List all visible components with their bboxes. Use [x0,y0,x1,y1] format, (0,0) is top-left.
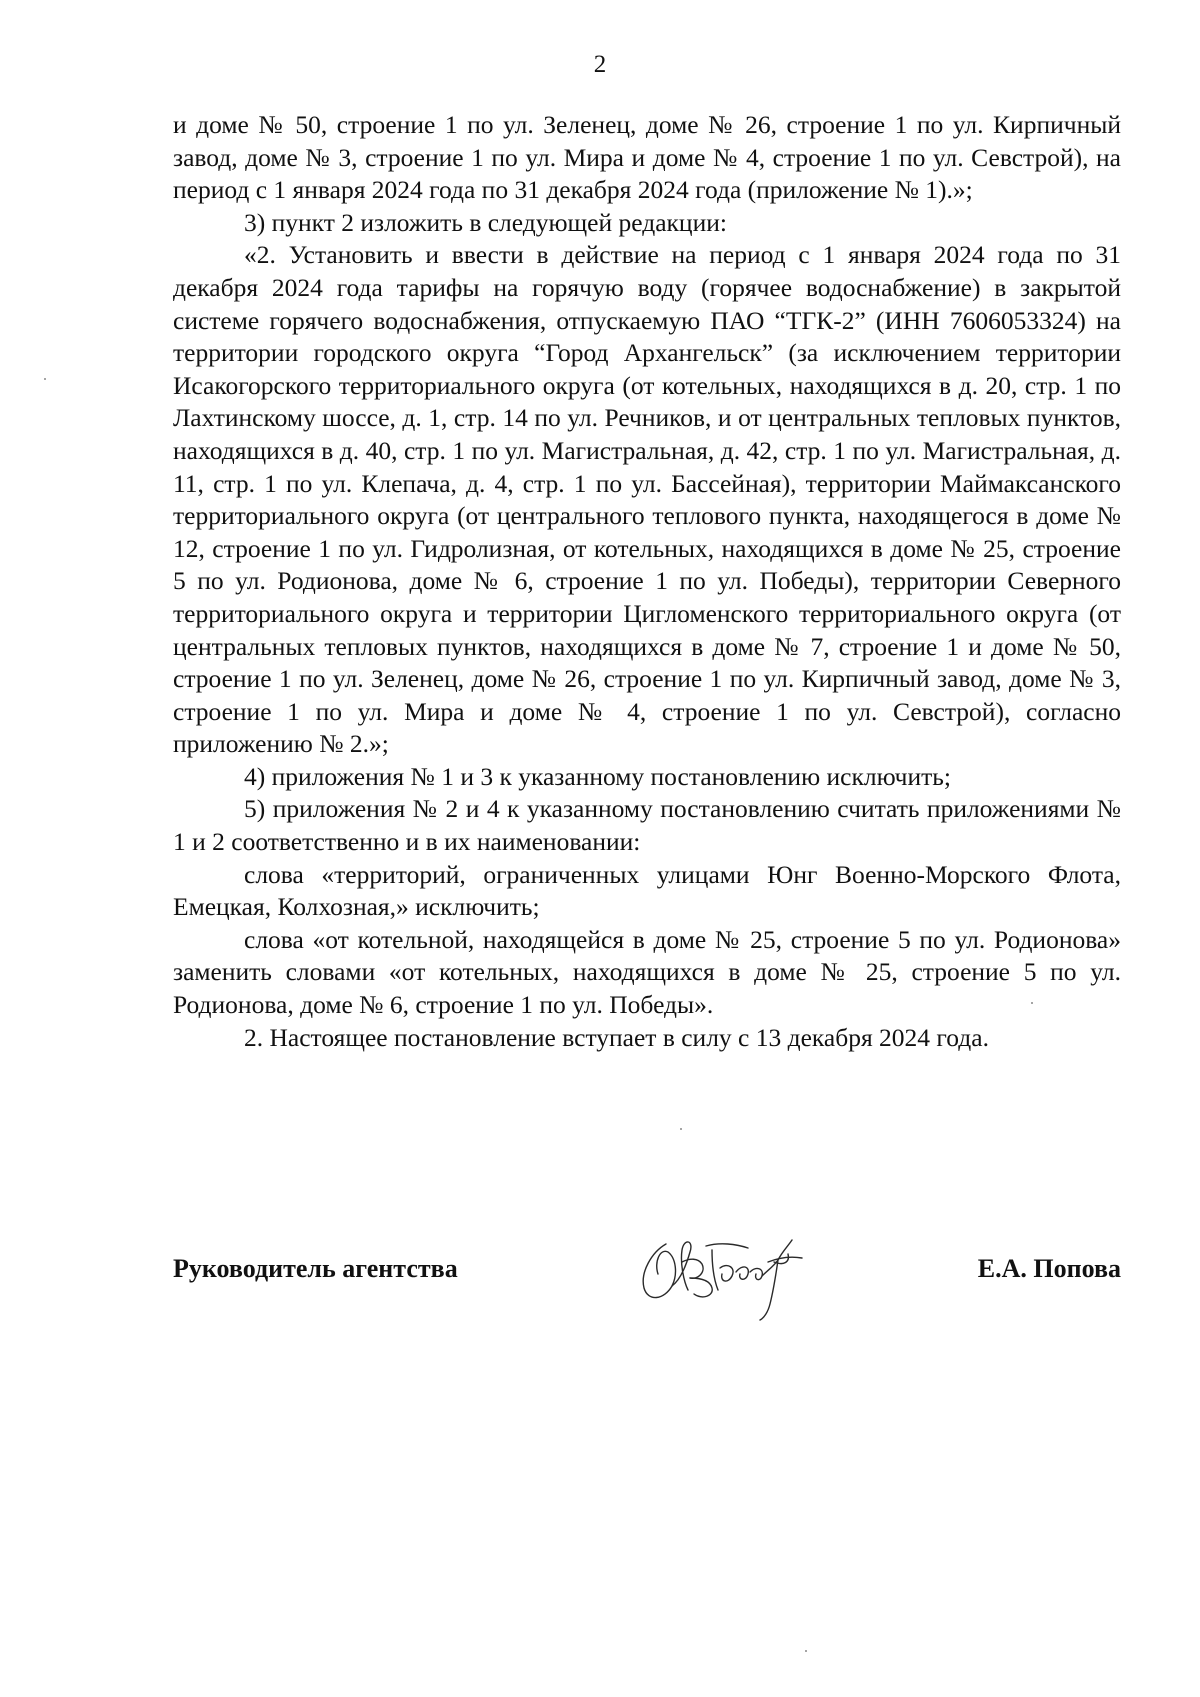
paragraph-item-5: 5) приложения № 2 и 4 к указанному постановлению считать приложениями № 1 и 2 соответственно и в их наименовании: [173,794,1121,857]
scan-speck [44,378,46,380]
paragraph-new-clause-2: «2. Установить и ввести в действие на период с 1 января 2024 года по 31 декабря 2024 года тарифы на горячую воду (горячее водоснабжение) в закрытой системе горячего водоснабжения, отпускаемую ПАО “ТГК-2” (ИНН 7606053324) на территории городского округа “Город Архангельск” (за исключением территории Исакогорского территориального округа (от котельных, находящихся в д. 20, стр. 1 по Лахтинскому шоссе, д. 1, стр. 14 по ул. Речников, и от центральных тепловых пунктов, находящихся в д. 40, стр. 1 по ул. Магистральная, д. 42, стр. 1 по ул. Магистральная, д. 11, стр. 1 по ул. Клепача, д. 4, стр. 1 по ул. Бассейная), территории Маймаксанского территориального округа (от центрального теплового пункта, находящегося в доме № 12, строение 1 по ул. Гидролизная, от котельных, находящихся в доме № 25, строение 5 по ул. Родионова, доме № 6, строение 1 по ул. Победы), территории Северного территориального округа и территории Цигломенского территориального округа (от центральных тепловых пунктов, находящихся в доме № 7, строение 1 и доме № 50, строение 1 по ул. Зеленец, доме № 26, строение 1 по ул. Кирпичный завод, доме № 3, строение 1 по ул. Мира и доме № 4, строение 1 по ул. Севстрой), согласно приложению № 2.»; [173,240,1121,759]
page-number: 2 [593,51,607,78]
handwritten-signature [628,1222,828,1322]
paragraph-effective-date: 2. Настоящее постановление вступает в силу с 13 декабря 2024 года. [244,1022,989,1052]
scan-speck [805,1650,807,1652]
paragraph-item-3: 3) пункт 2 изложить в следующей редакции: [244,207,727,237]
paragraph-item-4: 4) приложения № 1 и 3 к указанному постановлению исключить; [244,761,951,791]
paragraph-words-excluded: слова «территорий, ограниченных улицами Юнг Военно-Морского Флота, Емецкая, Колхозная,» исключить; [173,859,1121,922]
signature-block [173,1238,1121,1328]
scan-speck [680,1128,682,1130]
paragraph-continuation: и доме № 50, строение 1 по ул. Зеленец, доме № 26, строение 1 по ул. Кирпичный завод, доме № 3, строение 1 по ул. Мира и доме № 4, строение 1 по ул. Севстрой), на период с 1 января 2024 года по 31 декабря 2024 года (приложение № 1).»; [173,110,1121,205]
scan-speck [1031,1002,1033,1004]
document-body [173,109,1121,1054]
paragraph-words-replaced: слова «от котельной, находящейся в доме № 25, строение 5 по ул. Родионова» заменить словами «от котельных, находящихся в доме № 25, строение 5 по ул. Родионова, доме № 6, строение 1 по ул. Победы». [173,924,1121,1020]
signatory-name: Е.А. Попова [977,1254,1121,1283]
signatory-position: Руководитель агентства [173,1254,458,1283]
